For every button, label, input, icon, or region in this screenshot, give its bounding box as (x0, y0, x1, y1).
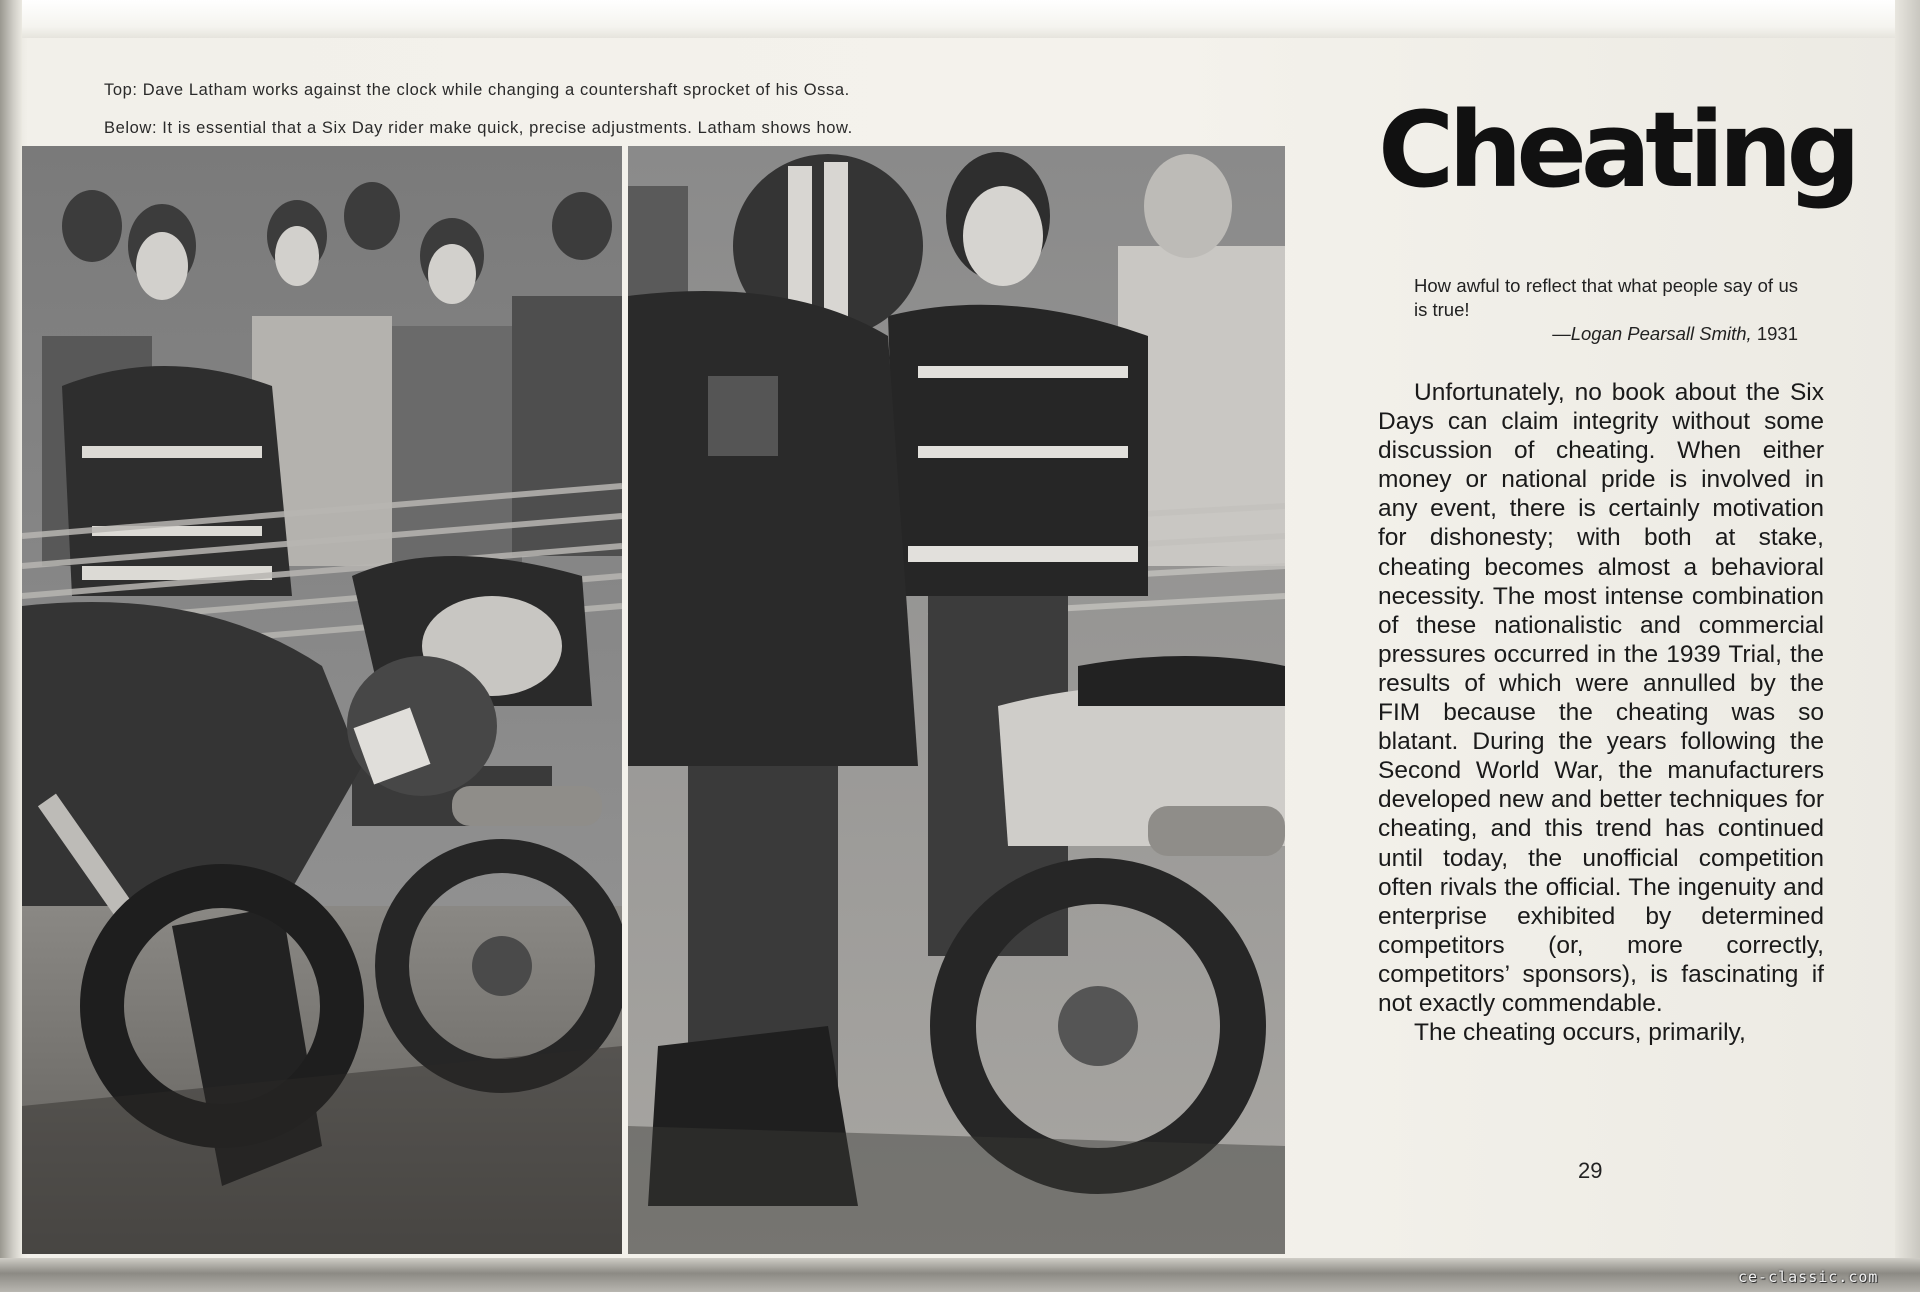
photo-rider-adjusting-sprocket (22, 146, 622, 1254)
page-right-edge (1895, 0, 1920, 1292)
article-body (1378, 378, 1824, 1047)
photo-left-illustration (22, 146, 622, 1254)
page-left-edge (0, 0, 22, 1292)
page-top-edge (0, 0, 1920, 38)
epigraph (1414, 274, 1798, 346)
epigraph-dash: — (1552, 323, 1571, 344)
page-bottom-edge (0, 1258, 1920, 1292)
body-paragraph-2: The cheating occurs, primarily, (1414, 1019, 1746, 1047)
watermark: ce-classic.com (1738, 1268, 1879, 1286)
body-paragraph-1: Unfortunately, no book about the Six Days can claim integrity without some discussion of cheating. When either money or national pride is involved in any event, there is certainly motivation for dishonesty; with both at stake, cheating becomes almost a behavioral necessity. The most intense combination of these nationalistic and commercial pressures occurred in the 1939 Trial, the results of which were annulled by the FIM because the cheating was so blatant. During the years following the Second World War, the manufacturers developed new and better techniques for cheating, and this trend has continued until today, the unofficial competition often rivals the official. The ingenuity and enterprise exhibited by determined competitors (or, more correctly, competitors’ sponsors), is fascinating if not exactly commendable. (1378, 379, 1824, 1017)
photo-caption-below: Below: It is essential that a Six Day rider make quick, precise adjustments. Latham shows how. (104, 119, 853, 137)
photo-rider-making-adjustments (628, 146, 1285, 1254)
photo-right-illustration (628, 146, 1285, 1254)
epigraph-attribution (1414, 322, 1798, 346)
epigraph-year: 1931 (1756, 323, 1798, 344)
page-number: 29 (1578, 1158, 1603, 1183)
epigraph-author: Logan Pearsall Smith, (1570, 323, 1752, 344)
photo-caption-top: Top: Dave Latham works against the clock while changing a countershaft sprocket of his Ossa. (104, 81, 850, 99)
epigraph-quote: How awful to reflect that what people say of us is true! (1414, 275, 1798, 320)
article-title: Cheating (1378, 89, 1855, 211)
